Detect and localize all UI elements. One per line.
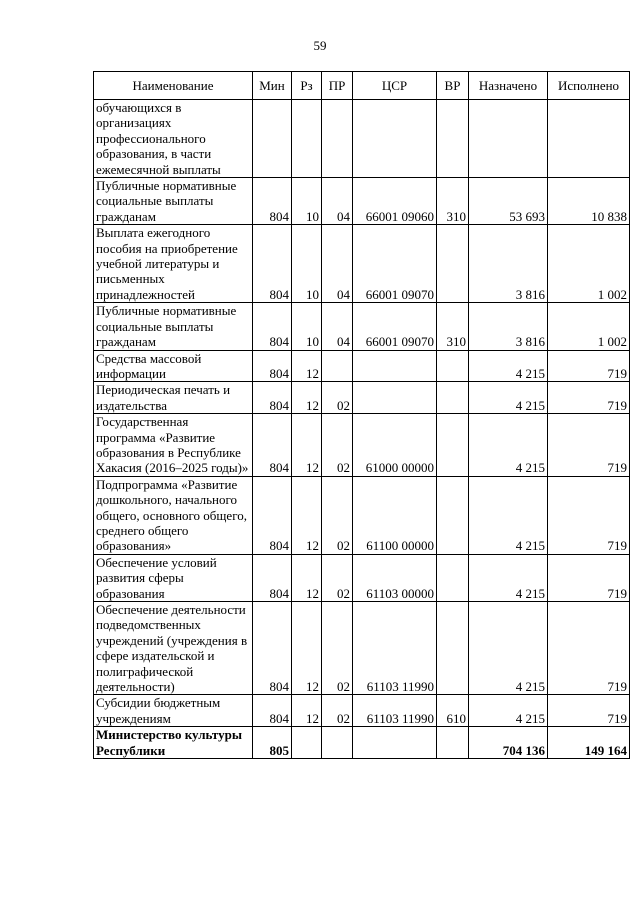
cell-assigned: 3 816 — [469, 303, 548, 350]
cell-assigned: 3 816 — [469, 225, 548, 303]
cell-name: Обеспечение условий развития сферы образования — [94, 554, 253, 601]
header-name: Наименование — [94, 72, 253, 100]
cell-min: 804 — [253, 602, 292, 695]
cell-executed: 10 838 — [548, 178, 630, 225]
cell-csr: 61103 00000 — [353, 554, 437, 601]
table-row — [94, 476, 630, 554]
table-row — [94, 225, 630, 303]
page-number: 59 — [313, 38, 327, 53]
table-row — [94, 178, 630, 225]
cell-name: обучающихся в организациях профессионального образования, в части ежемесячной выплаты — [94, 100, 253, 178]
header-executed: Исполнено — [548, 72, 630, 100]
cell-name: Министерство культуры Республики — [94, 727, 253, 759]
cell-min: 804 — [253, 695, 292, 727]
cell-assigned: 4 215 — [469, 476, 548, 554]
cell-assigned: 4 215 — [469, 695, 548, 727]
cell-assigned: 4 215 — [469, 414, 548, 477]
cell-csr — [353, 382, 437, 414]
cell-assigned: 4 215 — [469, 350, 548, 382]
cell-assigned: 4 215 — [469, 554, 548, 601]
cell-assigned: 53 693 — [469, 178, 548, 225]
cell-name: Обеспечение деятельности подведомственных учреждений (учреждения в сфере издательской и полиграфической деятельности) — [94, 602, 253, 695]
cell-vr — [437, 100, 469, 178]
cell-csr — [353, 100, 437, 178]
cell-min: 804 — [253, 225, 292, 303]
cell-min: 804 — [253, 414, 292, 477]
cell-vr — [437, 602, 469, 695]
cell-executed: 719 — [548, 554, 630, 601]
cell-assigned: 4 215 — [469, 602, 548, 695]
cell-min: 805 — [253, 727, 292, 759]
cell-assigned: 4 215 — [469, 382, 548, 414]
cell-vr — [437, 225, 469, 303]
header-rz: Рз — [292, 72, 322, 100]
cell-pr: 02 — [322, 695, 353, 727]
cell-executed: 719 — [548, 382, 630, 414]
cell-pr: 04 — [322, 178, 353, 225]
cell-vr — [437, 476, 469, 554]
cell-min: 804 — [253, 554, 292, 601]
budget-table — [93, 71, 630, 759]
table-row — [94, 602, 630, 695]
cell-csr — [353, 727, 437, 759]
header-vr: ВР — [437, 72, 469, 100]
cell-vr: 610 — [437, 695, 469, 727]
cell-pr: 02 — [322, 414, 353, 477]
cell-vr — [437, 727, 469, 759]
cell-csr: 66001 09070 — [353, 225, 437, 303]
cell-name: Публичные нормативные социальные выплаты гражданам — [94, 303, 253, 350]
cell-csr: 66001 09060 — [353, 178, 437, 225]
cell-executed: 149 164 — [548, 727, 630, 759]
cell-pr — [322, 100, 353, 178]
cell-csr — [353, 350, 437, 382]
cell-executed: 719 — [548, 695, 630, 727]
cell-csr: 61000 00000 — [353, 414, 437, 477]
cell-executed: 1 002 — [548, 225, 630, 303]
cell-rz — [292, 727, 322, 759]
cell-name: Периодическая печать и издательства — [94, 382, 253, 414]
table-row — [94, 727, 630, 759]
cell-rz: 12 — [292, 414, 322, 477]
cell-vr: 310 — [437, 178, 469, 225]
table-row — [94, 414, 630, 477]
cell-rz: 12 — [292, 350, 322, 382]
cell-vr — [437, 414, 469, 477]
cell-pr: 04 — [322, 303, 353, 350]
cell-rz: 12 — [292, 382, 322, 414]
cell-rz — [292, 100, 322, 178]
cell-executed: 719 — [548, 350, 630, 382]
cell-name: Выплата ежегодного пособия на приобретение учебной литературы и письменных принадлежностей — [94, 225, 253, 303]
cell-min — [253, 100, 292, 178]
cell-name: Публичные нормативные социальные выплаты гражданам — [94, 178, 253, 225]
cell-pr: 02 — [322, 476, 353, 554]
table-header-row — [94, 72, 630, 100]
cell-min: 804 — [253, 350, 292, 382]
cell-pr — [322, 350, 353, 382]
cell-assigned: 704 136 — [469, 727, 548, 759]
cell-pr: 02 — [322, 382, 353, 414]
cell-vr: 310 — [437, 303, 469, 350]
cell-min: 804 — [253, 476, 292, 554]
cell-min: 804 — [253, 178, 292, 225]
cell-name: Подпрограмма «Развитие дошкольного, начального общего, основного общего, среднего общего образования» — [94, 476, 253, 554]
cell-pr: 04 — [322, 225, 353, 303]
table-row — [94, 350, 630, 382]
cell-name: Средства массовой информации — [94, 350, 253, 382]
header-pr: ПР — [322, 72, 353, 100]
cell-executed: 1 002 — [548, 303, 630, 350]
cell-pr — [322, 727, 353, 759]
cell-rz: 10 — [292, 178, 322, 225]
cell-name: Государственная программа «Развитие образования в Республике Хакасия (2016–2025 годы)» — [94, 414, 253, 477]
table-row — [94, 303, 630, 350]
cell-assigned — [469, 100, 548, 178]
cell-rz: 12 — [292, 476, 322, 554]
cell-min: 804 — [253, 303, 292, 350]
cell-csr: 61103 11990 — [353, 602, 437, 695]
table-row — [94, 554, 630, 601]
header-csr: ЦСР — [353, 72, 437, 100]
cell-vr — [437, 382, 469, 414]
cell-executed: 719 — [548, 602, 630, 695]
cell-rz: 10 — [292, 225, 322, 303]
cell-executed: 719 — [548, 476, 630, 554]
table-row — [94, 382, 630, 414]
cell-rz: 12 — [292, 602, 322, 695]
table-row — [94, 100, 630, 178]
cell-csr: 61100 00000 — [353, 476, 437, 554]
table-row — [94, 695, 630, 727]
cell-rz: 12 — [292, 554, 322, 601]
cell-vr — [437, 350, 469, 382]
cell-name: Субсидии бюджетным учреждениям — [94, 695, 253, 727]
cell-csr: 61103 11990 — [353, 695, 437, 727]
header-assigned: Назначено — [469, 72, 548, 100]
cell-executed — [548, 100, 630, 178]
cell-pr: 02 — [322, 602, 353, 695]
cell-executed: 719 — [548, 414, 630, 477]
cell-pr: 02 — [322, 554, 353, 601]
cell-csr: 66001 09070 — [353, 303, 437, 350]
cell-min: 804 — [253, 382, 292, 414]
cell-vr — [437, 554, 469, 601]
cell-rz: 12 — [292, 695, 322, 727]
cell-rz: 10 — [292, 303, 322, 350]
header-min: Мин — [253, 72, 292, 100]
